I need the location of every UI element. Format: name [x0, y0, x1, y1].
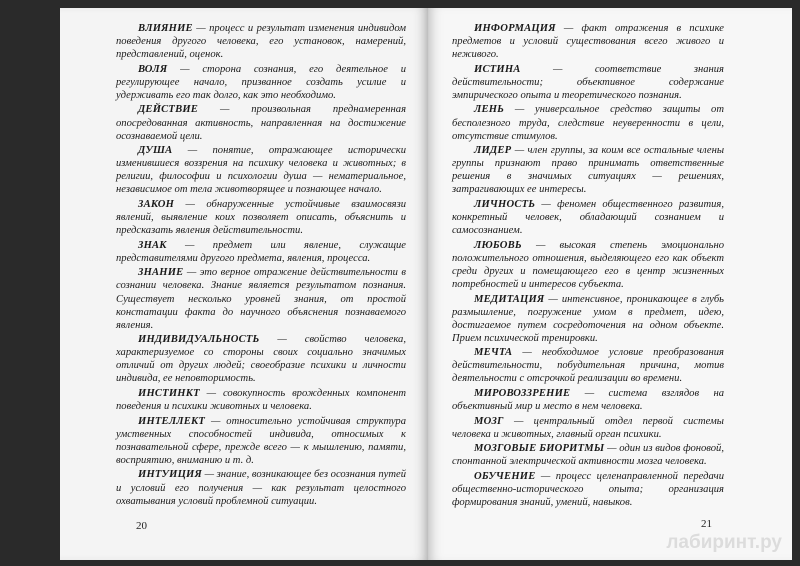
glossary-term: ОБУЧЕНИЕ — [474, 471, 536, 483]
glossary-entry — [116, 103, 406, 142]
glossary-entry — [452, 442, 724, 468]
glossary-definition: — обнаруженные устойчивые взаимосвязи явлений, выявление коих позволяет описать, объяснить и предсказать явления действительности. — [116, 198, 406, 237]
glossary-entry — [116, 239, 406, 265]
glossary-definition: — один из видов фоновой, спонтанной электрической активности мозга человека. — [452, 443, 724, 468]
glossary-entry — [452, 415, 724, 441]
glossary-definition: — феномен общественного развития, конкретный человек, обладающий сознанием и самосознанием. — [452, 198, 724, 237]
glossary-definition: — высокая степень эмоционально положительного отношения, выделяющего его как объект среди других и помещающего его в центр жизненных потребностей и интересов субъекта. — [452, 239, 724, 290]
glossary-definition: — это верное отражение действительности в сознании человека. Знание является результатом познания. Существует несколько уровней знания, от простой констатации факта до научного объяснения познаваемого явления. — [116, 267, 406, 331]
book-spread — [60, 8, 792, 560]
glossary-term: ИНТУИЦИЯ — [138, 469, 202, 481]
glossary-term: ЗАКОН — [138, 198, 175, 210]
glossary-term: МЕДИТАЦИЯ — [474, 293, 545, 305]
glossary-term: ДУША — [138, 145, 173, 157]
glossary-term: ВОЛЯ — [138, 63, 168, 75]
glossary-definition: — свойство человека, характеризуемое со стороны своих социально значимых отличий от других людей; своеобразие психики и личности индивида, ее неповторимость. — [116, 334, 406, 385]
glossary-entry — [452, 103, 724, 142]
glossary-term: ДЕЙСТВИЕ — [138, 104, 199, 116]
glossary-entry — [116, 333, 406, 385]
glossary-definition: — знание, возникающее без осознания путей и условий его получения — как результат целостного охватывания условий проблемной ситуации. — [116, 469, 407, 507]
glossary-entry — [116, 415, 406, 467]
glossary-entry — [116, 468, 406, 507]
glossary-term: ЗНАК — [138, 239, 167, 251]
glossary-term: МЕЧТА — [474, 347, 513, 359]
glossary-term: МОЗГОВЫЕ БИОРИТМЫ — [474, 443, 605, 455]
glossary-definition: — относительно устойчивая структура умственных способностей индивида, относимых к познавательной сфере, прежде всего — к мышлению, памяти, восприятию, вниманию и т. д. — [116, 415, 406, 466]
page-number: 21 — [701, 518, 712, 530]
glossary-entry — [452, 22, 724, 61]
glossary-definition: — сторона сознания, его деятельное и регулирующее начало, призванное создать усилие и удерживать его так долго, как это необходимо. — [116, 63, 406, 101]
glossary-definition: — центральный отдел первой системы человека и животных, главный орган психики. — [452, 415, 724, 440]
right-glossary-column — [452, 22, 724, 511]
glossary-entry — [452, 63, 724, 102]
left-glossary-column — [116, 22, 406, 509]
glossary-entry — [452, 144, 724, 196]
glossary-definition: — интенсивное, проникающее в глубь размышление, погружение умом в предмет, идею, достигаемое путем сосредоточения на одном объекте. Прием психической тренировки. — [452, 293, 724, 344]
glossary-entry — [452, 293, 724, 345]
glossary-definition: — процесс и результат изменения индивидом поведения другого человека, его установок, намерений, представлений, оценок. — [116, 23, 406, 61]
glossary-entry — [116, 198, 406, 237]
glossary-term: ИНФОРМАЦИЯ — [474, 23, 556, 34]
glossary-entry — [452, 387, 724, 413]
glossary-definition: — член группы, за коим все остальные члены группы признают право принимать ответственные решения в значимых ситуациях — решениях, затрагивающих ее интересы. — [452, 145, 724, 196]
glossary-term: МИРОВОЗЗРЕНИЕ — [474, 388, 571, 400]
glossary-definition: — факт отражения в психике предметов и условий существования всего живого и неживого. — [452, 23, 724, 61]
glossary-term: ЗНАНИЕ — [138, 267, 184, 279]
glossary-term: ИНДИВИДУАЛЬНОСТЬ — [138, 334, 260, 346]
glossary-term: ЛЕНЬ — [474, 104, 505, 116]
right-page — [428, 8, 792, 560]
glossary-definition: — процесс целенаправленной передачи общественно-исторического опыта; организация формирования знаний, умений, навыков. — [452, 471, 724, 509]
glossary-entry — [452, 198, 724, 237]
glossary-term: ИСТИНА — [474, 63, 521, 75]
glossary-definition: — предмет или явление, служащие представителями другого предмета, явления, процесса. — [116, 239, 406, 264]
glossary-definition: — понятие, отражающее исторически изменившиеся воззрения на психику человека и животных; в религии, философии и психологии душа — нематериальное, независимое от тела животворящее и познающее начало. — [116, 145, 406, 196]
glossary-definition: — произвольная преднамеренная опосредованная активность, направленная на достижение осознаваемой цели. — [116, 104, 406, 142]
left-page — [60, 8, 428, 560]
glossary-term: ЛЮБОВЬ — [474, 239, 522, 251]
glossary-entry — [116, 266, 406, 331]
glossary-term: ИНСТИНКТ — [138, 388, 200, 400]
glossary-term: МОЗГ — [474, 415, 504, 427]
glossary-entry — [452, 239, 724, 291]
glossary-definition: — совокупность врожденных компонент поведения и психики животных и человека. — [116, 388, 406, 413]
glossary-entry — [116, 63, 406, 102]
glossary-term: ЛИЧНОСТЬ — [474, 198, 536, 210]
glossary-entry — [116, 144, 406, 196]
glossary-entry — [116, 387, 406, 413]
glossary-definition: — универсальное средство защиты от бесполезного труда, следствие неуверенности в цели, отсутствие стимулов. — [452, 104, 724, 142]
page-number: 20 — [136, 520, 147, 532]
glossary-entry — [452, 470, 724, 509]
glossary-definition: — необходимое условие преобразования действительности, побудительная причина, мотив деятельности с отсрочкой реализации во времени. — [452, 347, 724, 385]
glossary-definition: — соответствие знания действительности; объективное содержание эмпирического опыта и теоретического познания. — [452, 63, 724, 101]
glossary-entry — [452, 346, 724, 385]
glossary-term: ЛИДЕР — [474, 145, 512, 157]
glossary-definition: — система взглядов на объективный мир и место в нем человека. — [452, 388, 724, 413]
store-watermark: лабиринт.ру — [666, 532, 782, 553]
glossary-entry — [116, 22, 406, 61]
glossary-term: ИНТЕЛЛЕКТ — [138, 415, 206, 427]
glossary-term: ВЛИЯНИЕ — [138, 23, 193, 34]
